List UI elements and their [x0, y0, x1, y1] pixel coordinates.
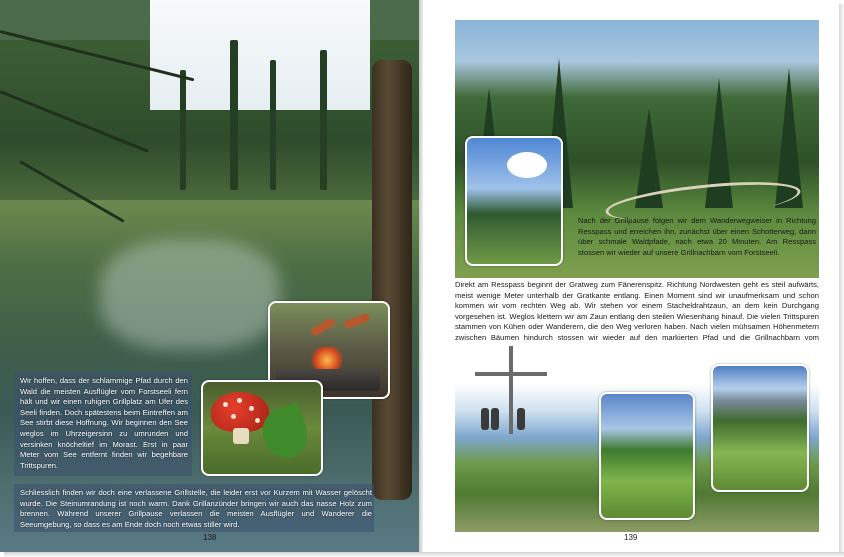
photo-ridge-view: [711, 364, 809, 492]
tree-trunk: [270, 60, 276, 190]
cap-dot: [223, 402, 228, 407]
tree-trunk: [180, 70, 186, 190]
left-paragraph-2: Schliesslich finden wir doch eine verlassene Grillstelle, die leider erst vor Kurzem mit Wasser gelöscht wurde. Die Steinumrandung ist noch warm. Dank Grillanzünder bringen wir auch das nasse Holz zum brennen. Während unserer Grillpause verlassen die meisten Ausflügler und Wanderer die Seeumgebung, so dass es am Ende doch noch etwas stiller wird.: [20, 488, 372, 529]
cap-dot: [255, 418, 260, 423]
photo-fly-agaric: [201, 380, 323, 476]
hiker: [491, 408, 499, 430]
right-paragraph-2: Direkt am Resspass beginnt der Gratweg zum Fänerenspitz. Richtung Nordwesten geht es steil aufwärts, meist wenige Meter unterhalb der Gratkante entlang. Einen Moment sind wir unaufmerksam und schon kommen wir vom rechten Weg ab. Wir stehen vor einem Stacheldrahtzaun, an dem kein Durchgang vorgesehen ist. Weglos klettern wir am Zaun entlang den steilen Wiesenhang hinauf. Die vielen Trittspuren stammen von Kühen oder Wanderern, die den Weg verloren haben. Nach vielen mühsamen Höhenmetern zwischen Bäumen hindurch stossen wir wieder auf den markierten Pfad und die Grillnachbarn vom: [455, 280, 819, 342]
left-page: [0, 0, 419, 552]
page-number-right: 139: [624, 533, 638, 542]
hiker: [481, 408, 489, 430]
cap-dot: [237, 398, 242, 403]
summit-cross-bar: [475, 372, 547, 376]
page-shadow-bottom: [4, 552, 844, 557]
cap-dot: [231, 414, 236, 419]
page-number-left: 138: [203, 533, 217, 542]
lake-reflection: [100, 240, 280, 350]
cap-dot: [249, 406, 254, 411]
hiker: [517, 408, 525, 430]
right-paragraph-1: Nach der Grillpause folgen wir dem Wanderwegweiser in Richtung Resspass und erreichen ihn, zunächst über einen Schotterweg, dann über schmale Waldpfade, nach etwa 20 Minuten. Am Resspass stossen wir wieder auf unsere Grillnachbarn vom Forstseeli.: [578, 216, 816, 257]
mushroom-cap: [211, 392, 269, 432]
sausage: [343, 313, 370, 329]
tree-trunk: [320, 50, 327, 190]
mushroom-stem: [233, 428, 249, 444]
photo-meadow-trail: [599, 392, 695, 520]
summit-cross: [509, 346, 513, 434]
photo-lake-sky: [465, 136, 563, 266]
sausage: [310, 317, 337, 337]
page-shadow-right: [839, 4, 844, 557]
cloud: [507, 152, 547, 178]
campfire: [310, 347, 344, 369]
left-paragraph-1: Wir hoffen, dass der schlammige Pfad durch den Wald die meisten Ausflügler vom Forstseeli fern hält und wir einen ruhigen Grillplatz am Ufer des Seeli finden. Doch spätestens beim Eintreffen am See stirbt diese Hoffnung. Wir beginnen den See weglos im Uhrzeigersinn zu umrunden und versinken knöcheltief im Morast. Erst in paar Meter vom See entfernt finden wir begehbare Trittspuren.: [20, 376, 188, 470]
tree-trunk: [230, 40, 238, 190]
foreground-tree-trunk: [372, 60, 412, 500]
